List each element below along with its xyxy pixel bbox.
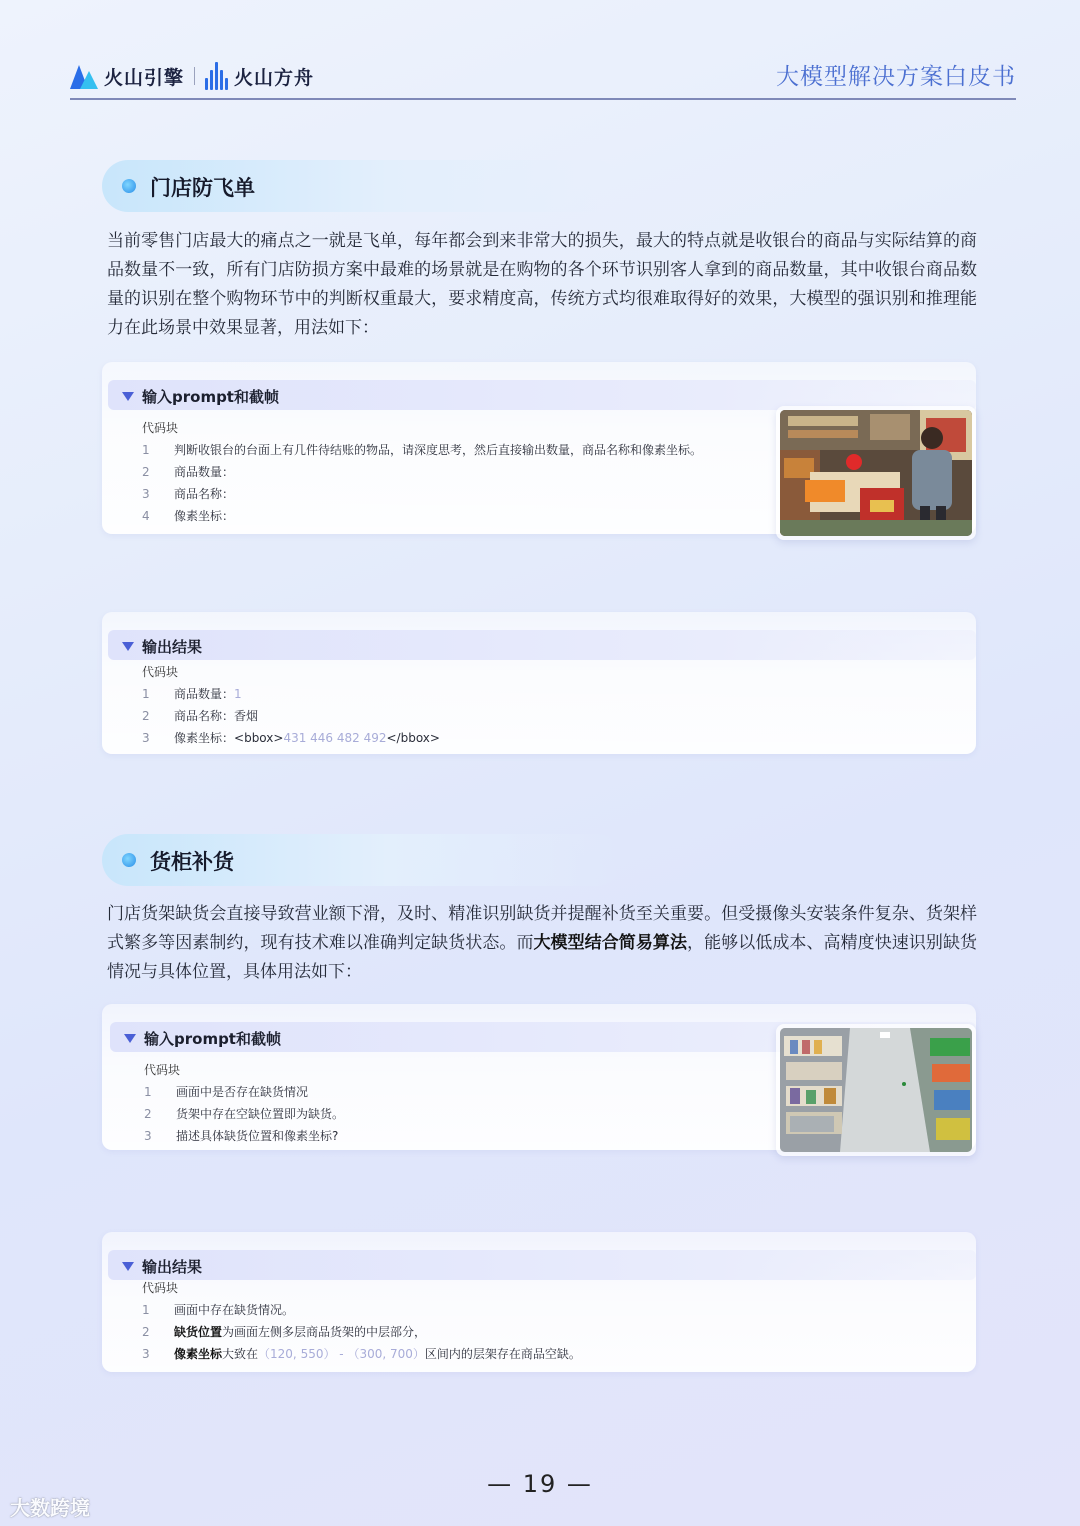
code-line: 3 描述具体缺货位置和像素坐标? xyxy=(144,1129,339,1143)
brand2-name: 火山方舟 xyxy=(234,66,315,89)
section1-heading xyxy=(102,160,622,212)
watermark: 大数跨境 xyxy=(10,1496,90,1520)
code-block-label: 代码块 xyxy=(142,421,179,435)
bullet-dot-icon xyxy=(122,853,136,867)
page-header xyxy=(70,58,1016,100)
collapse-arrow-icon[interactable] xyxy=(122,1262,134,1271)
page-number: — 19 — xyxy=(487,1470,593,1498)
code-block-label: 代码块 xyxy=(142,1281,179,1295)
code-line: 3 商品名称： xyxy=(142,487,235,501)
code-line: 3 像素坐标大致在（120, 550） - （300, 700）区间内的层架存在商品空缺。 xyxy=(142,1347,581,1361)
code-line: 2 货架中存在空缺位置即为缺货。 xyxy=(144,1107,345,1121)
code-line: 2 商品数量： xyxy=(142,465,235,479)
brand1-name: 火山引擎 xyxy=(104,66,185,89)
bullet-dot-icon xyxy=(122,179,136,193)
section2-heading xyxy=(102,834,622,886)
code-line: 2 商品名称：香烟 xyxy=(142,709,259,723)
collapse-arrow-icon[interactable] xyxy=(124,1034,136,1043)
document-title: 大模型解决方案白皮书 xyxy=(776,64,1016,90)
volcengine-logo-icon xyxy=(70,63,98,89)
input-card-title: 输入prompt和截帧 xyxy=(144,1030,281,1048)
checkout-photo xyxy=(780,410,972,536)
collapse-arrow-icon[interactable] xyxy=(122,392,134,401)
code-line: 1 画面中是否存在缺货情况 xyxy=(144,1085,309,1099)
section2-output-card xyxy=(102,1232,976,1372)
code-line: 1 画面中存在缺货情况。 xyxy=(142,1303,295,1317)
output-card-header[interactable] xyxy=(108,1250,976,1280)
output-card-header[interactable] xyxy=(108,630,976,660)
output-card-title: 输出结果 xyxy=(142,638,203,656)
ark-logo-icon xyxy=(205,62,228,90)
input-card-title: 输入prompt和截帧 xyxy=(142,388,279,406)
section1-title: 门店防飞单 xyxy=(150,176,255,200)
checkout-frame-image xyxy=(776,406,976,540)
section2-title: 货柜补货 xyxy=(150,850,234,874)
section2-paragraph: 门店货架缺货会直接导致营业额下滑，及时、精准识别缺货并提醒补货至关重要。但受摄像头安装条件复杂、货架样式繁多等因素制约，现有技术难以准确判定缺货状态。而大模型结合简易算法，能够以低成本、高精度快速识别缺货情况与具体位置，具体用法如下： xyxy=(107,904,978,982)
aisle-photo xyxy=(780,1028,972,1152)
code-block-label: 代码块 xyxy=(144,1063,181,1077)
aisle-frame-image xyxy=(776,1024,976,1156)
code-block-label: 代码块 xyxy=(142,665,179,679)
code-line: 1 判断收银台的台面上有几件待结账的物品，请深度思考，然后直接输出数量，商品名称和像素坐标。 xyxy=(142,443,703,457)
code-line: 2 缺货位置为画面左侧多层商品货架的中层部分， xyxy=(142,1325,427,1339)
section1-output-card xyxy=(102,612,976,754)
brand-logos xyxy=(70,58,314,94)
code-line: 3 像素坐标：<bbox>431 446 482 492</bbox> xyxy=(142,731,440,745)
code-line: 1 商品数量：1 xyxy=(142,687,242,701)
section1-paragraph: 当前零售门店最大的痛点之一就是飞单，每年都会到来非常大的损失，最大的特点就是收银台的商品与实际结算的商品数量不一致，所有门店防损方案中最难的场景就是在购物的各个环节识别客人拿到的商品数量，其中收银台商品数量的识别在整个购物环节中的判断权重最大，要求精度高，传统方式均很难取得好的效果，大模型的强识别和推理能力在此场景中效果显著，用法如下： xyxy=(107,231,977,338)
collapse-arrow-icon[interactable] xyxy=(122,642,134,651)
brand-divider xyxy=(194,67,195,85)
output-card-title: 输出结果 xyxy=(142,1258,203,1276)
code-line: 4 像素坐标： xyxy=(142,509,235,523)
